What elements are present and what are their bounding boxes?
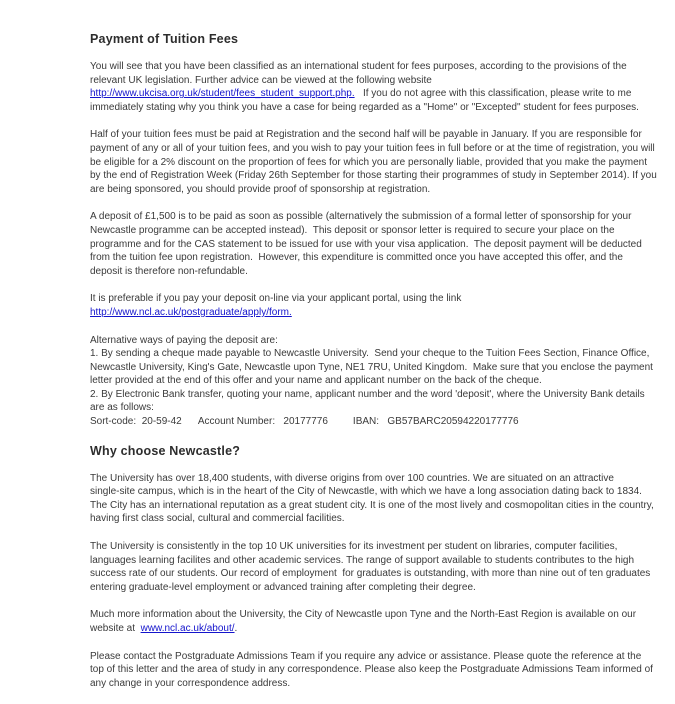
text-segment: A deposit of £1,500 is to be paid as soon as possible (alternatively the submission of a formal letter of sponsorship for your (90, 211, 632, 223)
text-segment: Sort-code: 20-59-42 Account Number: 20177776 IBAN: GB57BARC20594220177776 (90, 416, 519, 428)
text-segment: The University has over 18,400 students, with diverse origins from over 100 countries. We are situated on an attractive (90, 472, 614, 484)
text-line (90, 292, 675, 306)
text-segment: The University is consistently in the top 10 UK universities for its investment per student on libraries, computer facilities, (90, 541, 618, 553)
text-line (90, 87, 675, 101)
text-segment: single-site campus, which is in the heart of the City of Newcastle, with which we have a long association dating back to 1834. (90, 486, 642, 498)
p8 (90, 608, 675, 635)
text-segment: Newcastle University, King's Gate, Newcastle upon Tyne, NE1 7RU, United Kingdom. Make sure that you enclose the payment (90, 361, 653, 373)
text-segment: payment of any or all of your tuition fees, and you wish to pay your tuition fees in full before or at the time of registration, you will (90, 142, 655, 154)
text-segment: Much more information about the University, the City of Newcastle upon Tyne and the North-East Region is available on our (90, 609, 637, 621)
text-line (90, 608, 675, 622)
text-line (90, 554, 675, 568)
text-segment: languages learning facilites and other academic services. The range of support available to students contributes to the high (90, 554, 635, 566)
p6 (90, 472, 675, 526)
text-segment: having first class social, cultural and commercial facilities. (90, 513, 345, 525)
text-line (90, 415, 675, 429)
ncl-about-link[interactable]: www.ncl.ac.uk/about/ (140, 623, 235, 634)
text-segment: success rate of our students. Our record of employment for graduates is outstanding, with more than nine out of ten graduates (90, 568, 651, 580)
text-segment: Alternative ways of paying the deposit are: (90, 334, 278, 346)
text-line (90, 374, 675, 388)
p4 (90, 292, 675, 319)
text-segment: Newcastle programme can be accepted instead). This deposit or sponsor letter is required to secure your place on the (90, 224, 615, 236)
text-segment: entering graduate-level employment or advanced training after completing their degree. (90, 581, 476, 593)
p5 (90, 334, 675, 429)
text-segment: website at (90, 623, 141, 634)
text-line (90, 74, 675, 88)
text-line (90, 210, 675, 224)
text-segment: deposit is therefore non-refundable. (90, 265, 248, 277)
text-line (90, 485, 675, 499)
text-segment: . (234, 623, 238, 634)
ncl-apply-link[interactable]: http://www.ncl.ac.uk/postgraduate/apply/form. (90, 306, 292, 318)
text-line (90, 169, 675, 183)
text-segment: Half of your tuition fees must be paid at Registration and the second half will be payable in January. If you are responsible for (90, 129, 642, 141)
text-line (90, 650, 675, 664)
text-segment: top of this letter and the area of study in any correspondence. Please also keep the Postgraduate Admissions Team informed of (90, 664, 653, 676)
document (90, 31, 675, 704)
text-line (90, 677, 675, 691)
text-segment: are being sponsored, you should provide proof of sponsorship at registration. (90, 183, 431, 195)
text-line (90, 101, 675, 115)
text-segment: be eligible for a 2% discount on the proportion of fees for which you are personally liable, provided that you make the payment (90, 156, 647, 168)
text-line (90, 499, 675, 513)
text-segment: programme and for the CAS statement to be issued for use with your visa application. The deposit payment will be deducted (90, 238, 642, 250)
text-segment: It is preferable if you pay your deposit on-line via your applicant portal, using the link (90, 293, 462, 305)
text-line (90, 265, 675, 279)
text-segment: relevant UK legislation. Further advice can be viewed at the following website (90, 74, 432, 86)
text-line (90, 361, 675, 375)
text-line (90, 472, 675, 486)
text-line (90, 334, 675, 348)
text-segment: 1. By sending a cheque made payable to Newcastle University. Send your cheque to the Tuition Fees Section, Finance Office, (90, 348, 650, 360)
text-segment: The City has an international reputation as a great student city. It is one of the most lively and cosmopolitan cities in the country, (90, 499, 654, 511)
text-line (90, 251, 675, 265)
text-segment: are as follows: (90, 402, 154, 414)
text-line (90, 238, 675, 252)
text-segment: 2. By Electronic Bank transfer, quoting your name, applicant number and the word 'deposit', where the University Bank details (90, 388, 645, 400)
p7 (90, 540, 675, 594)
text-line (90, 388, 675, 402)
p1 (90, 60, 675, 114)
text-segment: immediately stating why you think you have a case for being regarded as a "Home" or "Excepted" student for fees purposes. (90, 101, 639, 113)
text-line (90, 512, 675, 526)
text-segment: letter provided at the end of this offer and your name and applicant number on the back of the cheque. (90, 375, 542, 387)
p9 (90, 650, 675, 691)
text-segment: from the tuition fee upon registration. However, this expenditure is committed once you have accepted this offer, and the (90, 252, 623, 264)
p3 (90, 210, 675, 278)
text-line (90, 224, 675, 238)
text-line (90, 142, 675, 156)
text-line (90, 306, 675, 320)
p2 (90, 128, 675, 196)
text-line (90, 183, 675, 197)
text-segment: If you do not agree with this classification, please write to me (354, 88, 632, 100)
text-line (90, 663, 675, 677)
text-line (90, 60, 675, 74)
text-line (90, 156, 675, 170)
payment-of-tuition-fees-heading: Payment of Tuition Fees (90, 32, 239, 46)
text-line (90, 540, 675, 554)
ukcisa-fees-link[interactable]: http://www.ukcisa.org.uk/student/fees_student_support.php. (90, 88, 355, 100)
text-line (90, 401, 675, 415)
text-line (90, 581, 675, 595)
text-line (90, 567, 675, 581)
text-segment: by the end of Registration Week (Friday 26th September for those starting their programmes of study in September 2014). If you (90, 170, 657, 182)
text-line (90, 347, 675, 361)
text-line (90, 128, 675, 142)
text-segment: You will see that you have been classified as an international student for fees purposes, according to the provisions of the (90, 61, 627, 72)
text-segment: any change in your correspondence address. (90, 677, 291, 689)
text-segment: Please contact the Postgraduate Admissions Team if you require any advice or assistance. Please quote the reference at the (90, 650, 642, 662)
why-choose-newcastle-heading: Why choose Newcastle? (90, 443, 241, 458)
text-line (90, 622, 675, 636)
